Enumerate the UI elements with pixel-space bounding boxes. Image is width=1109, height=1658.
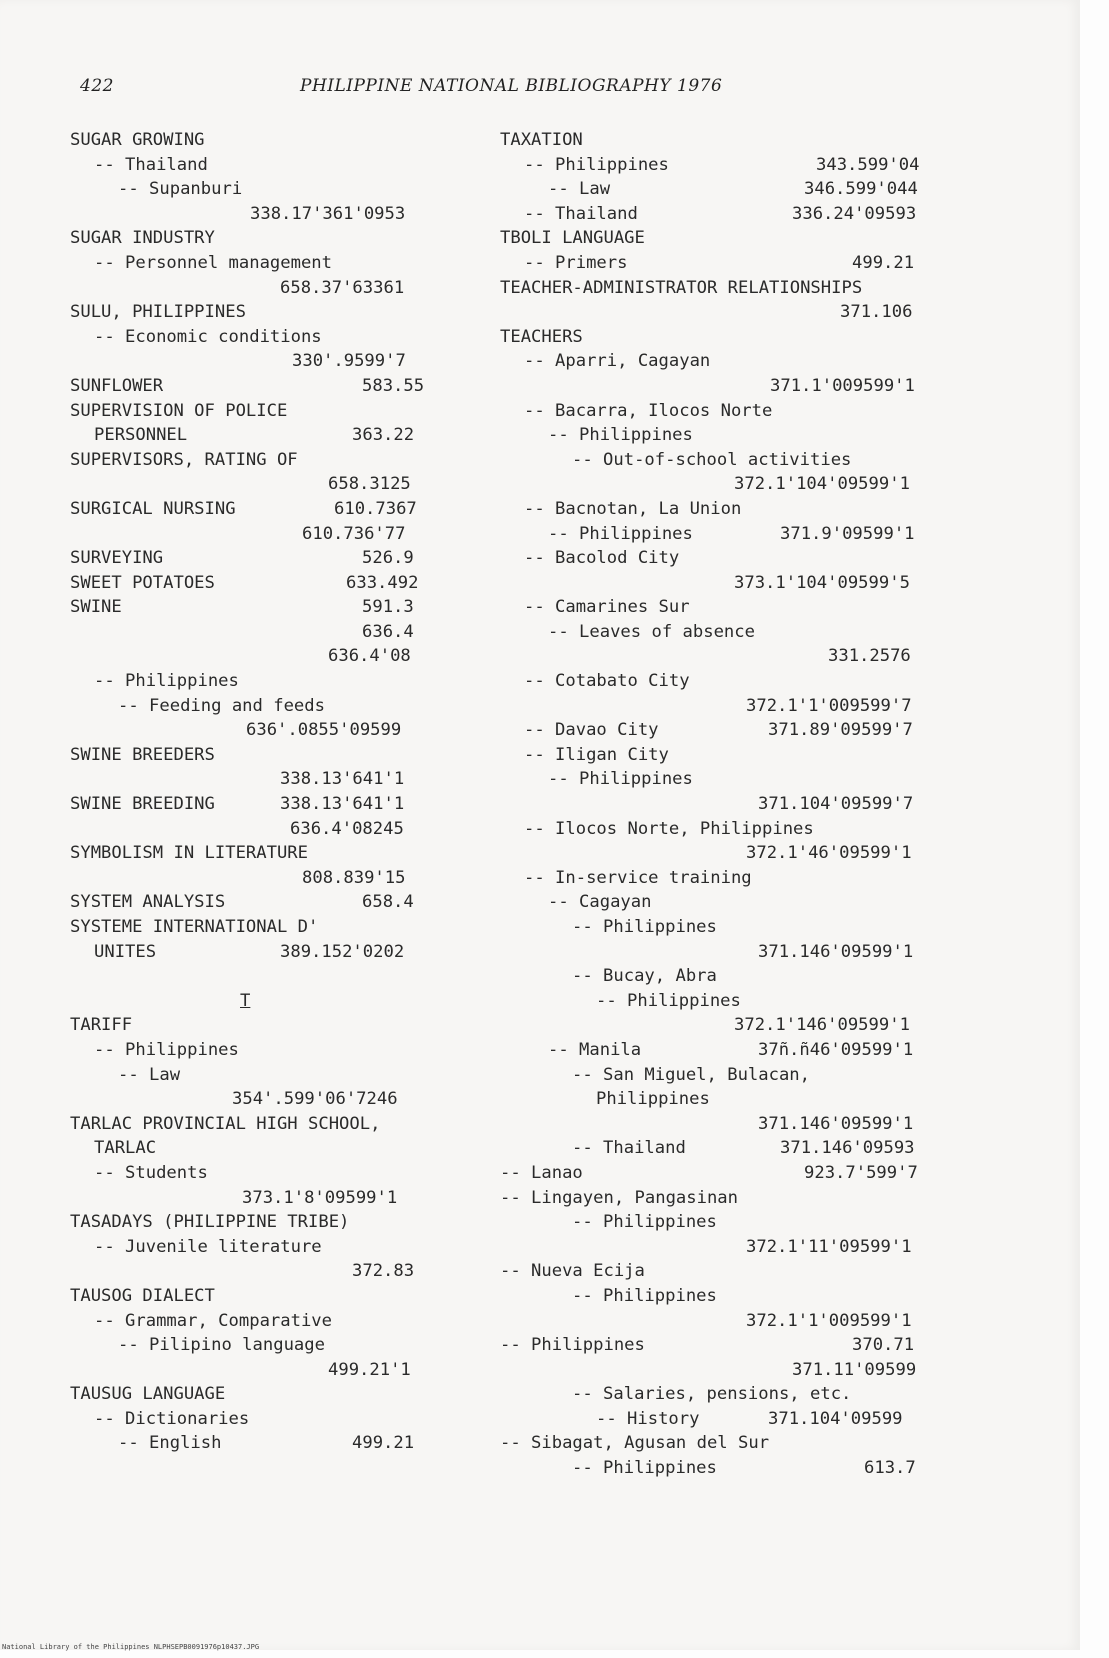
index-heading: -- Philippines <box>572 1212 717 1233</box>
index-line <box>70 349 450 374</box>
index-line <box>500 423 940 448</box>
index-line <box>70 1382 450 1407</box>
index-line <box>500 669 940 694</box>
classification-number: 389.152'0202 <box>280 941 405 962</box>
index-heading: SWINE BREEDERS <box>70 744 215 765</box>
index-line <box>70 1038 450 1063</box>
index-line <box>70 251 450 276</box>
index-line <box>70 644 450 669</box>
classification-number: 370.71 <box>852 1335 915 1356</box>
classification-number: 331.2576 <box>828 646 911 667</box>
index-line <box>500 866 940 891</box>
classification-number: 346.599'044 <box>804 179 918 200</box>
index-line <box>500 1431 940 1456</box>
index-line <box>70 448 450 473</box>
index-line <box>500 964 940 989</box>
classification-number: 372.1'104'09599'1 <box>734 474 910 495</box>
index-line <box>500 300 940 325</box>
classification-number: 658.3125 <box>328 474 411 495</box>
classification-number: 338.13'641'1 <box>280 794 405 815</box>
classification-number: 499.21 <box>852 252 915 273</box>
classification-number: 636.4'08 <box>328 646 411 667</box>
classification-number: 338.13'641'1 <box>280 769 405 790</box>
index-line <box>70 1136 450 1161</box>
classification-number: 371.146'09599'1 <box>758 941 914 962</box>
index-line <box>70 226 450 251</box>
index-heading: SYMBOLISM IN LITERATURE <box>70 843 308 864</box>
index-line <box>500 546 940 571</box>
index-line <box>500 448 940 473</box>
index-heading: -- Students <box>94 1162 208 1183</box>
classification-number: 658.37'63361 <box>280 277 405 298</box>
index-heading: -- Juvenile literature <box>94 1236 322 1257</box>
index-line <box>500 1235 940 1260</box>
index-heading: -- Nueva Ecija <box>500 1261 645 1282</box>
classification-number: 923.7'599'7 <box>804 1162 918 1183</box>
index-heading: -- Sibagat, Agusan del Sur <box>500 1433 770 1454</box>
index-line <box>500 325 940 350</box>
index-line <box>500 1087 940 1112</box>
index-line <box>70 153 450 178</box>
classification-number: 633.492 <box>346 572 419 593</box>
index-line <box>70 940 450 965</box>
index-heading: -- Bacolod City <box>524 548 680 569</box>
index-heading: -- Aparri, Cagayan <box>524 351 711 372</box>
index-line <box>500 472 940 497</box>
index-line <box>500 1382 940 1407</box>
classification-number: 371.89'09599'7 <box>768 720 913 741</box>
index-line <box>70 890 450 915</box>
index-heading: -- Ilocos Norte, Philippines <box>524 818 814 839</box>
index-heading: Philippines <box>596 1089 710 1110</box>
index-heading: -- In-service training <box>524 867 752 888</box>
classification-number: 343.599'04 <box>816 154 920 175</box>
classification-number: 371.104'09599 <box>768 1408 903 1429</box>
index-heading: -- Philippines <box>94 671 239 692</box>
index-line <box>70 1087 450 1112</box>
index-heading: -- Bacnotan, La Union <box>524 498 742 519</box>
classification-number: 372.1'11'09599'1 <box>746 1236 912 1257</box>
classification-number: 499.21 <box>352 1433 415 1454</box>
index-line <box>70 1309 450 1334</box>
index-heading: -- Philippines <box>572 917 717 937</box>
index-heading: -- Cagayan <box>548 892 652 913</box>
index-heading: SUPERVISION OF POLICE <box>70 400 288 421</box>
classification-number: 372.1'146'09599'1 <box>734 1015 910 1036</box>
index-heading: SURVEYING <box>70 548 164 569</box>
index-line <box>500 251 940 276</box>
index-line <box>70 718 450 743</box>
index-heading: SULU, PHILIPPINES <box>70 302 246 323</box>
index-heading: -- Lingayen, Pangasinan <box>500 1187 738 1208</box>
index-line <box>500 128 940 153</box>
index-line <box>500 620 940 645</box>
classification-number: 371.11'09599 <box>792 1359 917 1380</box>
index-line <box>70 1063 450 1088</box>
index-heading: -- Manila <box>548 1039 642 1060</box>
classification-number: 610.7367 <box>334 498 417 519</box>
classification-number: 636.4'08245 <box>290 818 404 839</box>
index-heading: SUGAR INDUSTRY <box>70 228 215 249</box>
classification-number: 372.1'1'009599'1 <box>746 1310 912 1331</box>
index-line <box>500 1161 940 1186</box>
index-heading: TARLAC PROVINCIAL HIGH SCHOOL, <box>70 1113 381 1134</box>
index-line <box>70 374 450 399</box>
classification-number: 354'.599'06'7246 <box>232 1089 398 1110</box>
index-line <box>500 1210 940 1235</box>
index-heading: -- Iligan City <box>524 744 669 765</box>
index-line <box>500 817 940 842</box>
classification-number: 591.3 <box>362 597 414 618</box>
right-column <box>500 128 940 1481</box>
page-title: PHILIPPINE NATIONAL BIBLIOGRAPHY 1976 <box>300 76 723 96</box>
index-line <box>70 964 450 989</box>
index-heading: -- English <box>118 1433 222 1454</box>
index-heading: -- Law <box>548 179 611 200</box>
index-heading: -- Law <box>118 1064 181 1085</box>
index-heading: SWEET POTATOES <box>70 572 215 593</box>
index-line <box>500 153 940 178</box>
index-line <box>70 1407 450 1432</box>
index-heading: -- Davao City <box>524 720 659 741</box>
index-heading: TEACHER-ADMINISTRATOR RELATIONSHIPS <box>500 277 863 298</box>
left-column <box>70 128 450 1456</box>
index-line <box>70 177 450 202</box>
page-number: 422 <box>80 76 114 96</box>
index-heading: PERSONNEL <box>94 425 188 446</box>
index-line <box>500 497 940 522</box>
index-line <box>70 276 450 301</box>
index-line <box>500 890 940 915</box>
index-line <box>500 767 940 792</box>
index-heading: -- History <box>596 1408 700 1429</box>
index-heading: SUGAR GROWING <box>70 130 205 150</box>
index-line <box>500 1456 940 1481</box>
index-line <box>500 1333 940 1358</box>
index-heading: -- Supanburi <box>118 179 243 200</box>
classification-number: 363.22 <box>352 425 415 446</box>
index-heading: TAXATION <box>500 130 583 150</box>
index-heading: -- Primers <box>524 252 628 273</box>
index-heading: TEACHERS <box>500 326 583 347</box>
index-line <box>500 644 940 669</box>
index-heading: -- Personnel management <box>94 252 332 273</box>
index-line <box>500 1358 940 1383</box>
classification-number: 373.1'104'09599'5 <box>734 572 910 593</box>
index-line <box>70 1259 450 1284</box>
classification-number: 610.736'77 <box>302 523 406 544</box>
index-heading: -- Grammar, Comparative <box>94 1310 332 1331</box>
classification-number: 613.7 <box>864 1458 916 1479</box>
index-line <box>70 694 450 719</box>
index-line <box>500 1259 940 1284</box>
index-heading: -- Thailand <box>94 154 208 175</box>
index-line <box>500 1284 940 1309</box>
classification-number: 372.1'1'009599'7 <box>746 695 912 716</box>
index-line <box>500 399 940 424</box>
index-heading: SYSTEM ANALYSIS <box>70 892 226 913</box>
index-line <box>70 202 450 227</box>
classification-number: 499.21'1 <box>328 1359 411 1380</box>
index-line <box>500 1063 940 1088</box>
classification-number: 371.1'009599'1 <box>770 375 915 396</box>
index-line <box>500 940 940 965</box>
classification-number: 658.4 <box>362 892 414 913</box>
index-line <box>70 595 450 620</box>
index-line <box>70 841 450 866</box>
index-heading: -- Leaves of absence <box>548 621 755 642</box>
index-heading: -- Philippines <box>572 1458 717 1479</box>
index-line <box>70 1284 450 1309</box>
index-heading: -- Philippines <box>572 1285 717 1306</box>
index-line <box>500 177 940 202</box>
classification-number: 808.839'15 <box>302 867 406 888</box>
index-line <box>500 522 940 547</box>
index-line <box>70 1161 450 1186</box>
index-line <box>70 620 450 645</box>
index-heading: -- Thailand <box>572 1138 686 1159</box>
index-heading: -- Lanao <box>500 1162 583 1183</box>
index-line <box>70 817 450 842</box>
index-line <box>500 1136 940 1161</box>
index-line <box>500 595 940 620</box>
index-heading: TASADAYS (PHILIPPINE TRIBE) <box>70 1212 350 1233</box>
classification-number: 636'.0855'09599 <box>246 720 402 741</box>
index-heading: SUPERVISORS, RATING OF <box>70 449 298 470</box>
index-line <box>70 1235 450 1260</box>
index-heading: -- Philippines <box>500 1335 645 1356</box>
index-line <box>500 792 940 817</box>
index-line <box>500 1309 940 1334</box>
index-line <box>500 743 940 768</box>
classification-number: 338.17'361'0953 <box>250 203 406 224</box>
index-heading: -- San Miguel, Bulacan, <box>572 1064 810 1085</box>
index-line <box>500 915 940 940</box>
index-heading: -- Salaries, pensions, etc. <box>572 1384 852 1405</box>
index-heading: -- Philippines <box>548 523 693 544</box>
index-heading: -- Bacarra, Ilocos Norte <box>524 400 773 421</box>
index-line <box>500 694 940 719</box>
index-line <box>500 718 940 743</box>
classification-number: 373.1'8'09599'1 <box>242 1187 398 1208</box>
footer-caption: National Library of the Philippines NLPHSEPB0091976p10437.JPG <box>2 1643 260 1651</box>
index-heading: -- Pilipino language <box>118 1335 325 1356</box>
index-line <box>500 989 940 1014</box>
index-heading: -- Feeding and feeds <box>118 695 325 716</box>
index-heading: -- Dictionaries <box>94 1408 250 1429</box>
classification-number: 371.146'09593 <box>780 1138 915 1159</box>
index-line <box>70 669 450 694</box>
index-heading: SWINE BREEDING <box>70 794 215 815</box>
classification-number: 372.83 <box>352 1261 415 1282</box>
index-line <box>70 1112 450 1137</box>
index-heading: -- Philippines <box>596 990 741 1011</box>
index-heading: -- Philippines <box>548 769 693 790</box>
index-heading: -- Cotabato City <box>524 671 690 692</box>
classification-number: 371.146'09599'1 <box>758 1113 914 1134</box>
index-line <box>70 1013 450 1038</box>
classification-number: 371.106 <box>840 302 913 323</box>
index-line <box>70 497 450 522</box>
index-line <box>500 841 940 866</box>
index-heading: -- Out-of-school activities <box>572 449 852 470</box>
index-heading: TAUSOG DIALECT <box>70 1285 215 1306</box>
index-line <box>70 866 450 891</box>
index-line <box>70 325 450 350</box>
classification-number: 526.9 <box>362 548 414 569</box>
index-line <box>70 1431 450 1456</box>
index-heading: -- Bucay, Abra <box>572 966 717 987</box>
index-line <box>70 300 450 325</box>
index-line <box>500 1013 940 1038</box>
index-heading: SWINE <box>70 597 122 618</box>
index-line <box>70 767 450 792</box>
index-line <box>70 1186 450 1211</box>
index-line <box>70 989 450 1014</box>
index-line <box>500 1038 940 1063</box>
index-line <box>500 1407 940 1432</box>
index-heading: -- Economic conditions <box>94 326 322 347</box>
classification-number: 372.1'46'09599'1 <box>746 843 912 864</box>
index-heading: SYSTEME INTERNATIONAL D' <box>70 917 319 937</box>
index-heading: -- Philippines <box>94 1039 239 1060</box>
index-line <box>500 202 940 227</box>
index-line <box>70 743 450 768</box>
index-line <box>70 1358 450 1383</box>
classification-number: 371.104'09599'7 <box>758 794 914 815</box>
index-heading: UNITES <box>94 941 157 962</box>
classification-number: 371.9'09599'1 <box>780 523 915 544</box>
index-heading: TARLAC <box>94 1138 157 1159</box>
index-heading: -- Philippines <box>524 154 669 175</box>
index-line <box>70 1333 450 1358</box>
index-line <box>70 546 450 571</box>
index-line <box>500 276 940 301</box>
index-heading: -- Camarines Sur <box>524 597 690 618</box>
index-heading: TBOLI LANGUAGE <box>500 228 645 249</box>
index-heading: SURGICAL NURSING <box>70 498 236 519</box>
index-line <box>70 522 450 547</box>
index-line <box>70 1210 450 1235</box>
index-line <box>70 423 450 448</box>
index-heading: TARIFF <box>70 1015 133 1036</box>
index-line <box>70 915 450 940</box>
index-line <box>70 128 450 153</box>
classification-number: 336.24'09593 <box>792 203 917 224</box>
index-line <box>500 226 940 251</box>
index-line <box>70 571 450 596</box>
index-heading: -- Philippines <box>548 425 693 446</box>
section-letter: T <box>240 990 251 1011</box>
index-heading: SUNFLOWER <box>70 375 164 396</box>
index-heading: -- Thailand <box>524 203 638 224</box>
index-line <box>500 374 940 399</box>
index-line <box>70 792 450 817</box>
index-line <box>70 399 450 424</box>
index-line <box>500 349 940 374</box>
index-line <box>500 571 940 596</box>
index-line <box>70 472 450 497</box>
classification-number: 37ñ.ñ46'09599'1 <box>758 1039 914 1060</box>
index-line <box>500 1186 940 1211</box>
classification-number: 330'.9599'7 <box>292 351 406 372</box>
index-line <box>500 1112 940 1137</box>
index-heading: TAUSUG LANGUAGE <box>70 1384 226 1405</box>
classification-number: 583.55 <box>362 375 425 396</box>
classification-number: 636.4 <box>362 621 414 642</box>
